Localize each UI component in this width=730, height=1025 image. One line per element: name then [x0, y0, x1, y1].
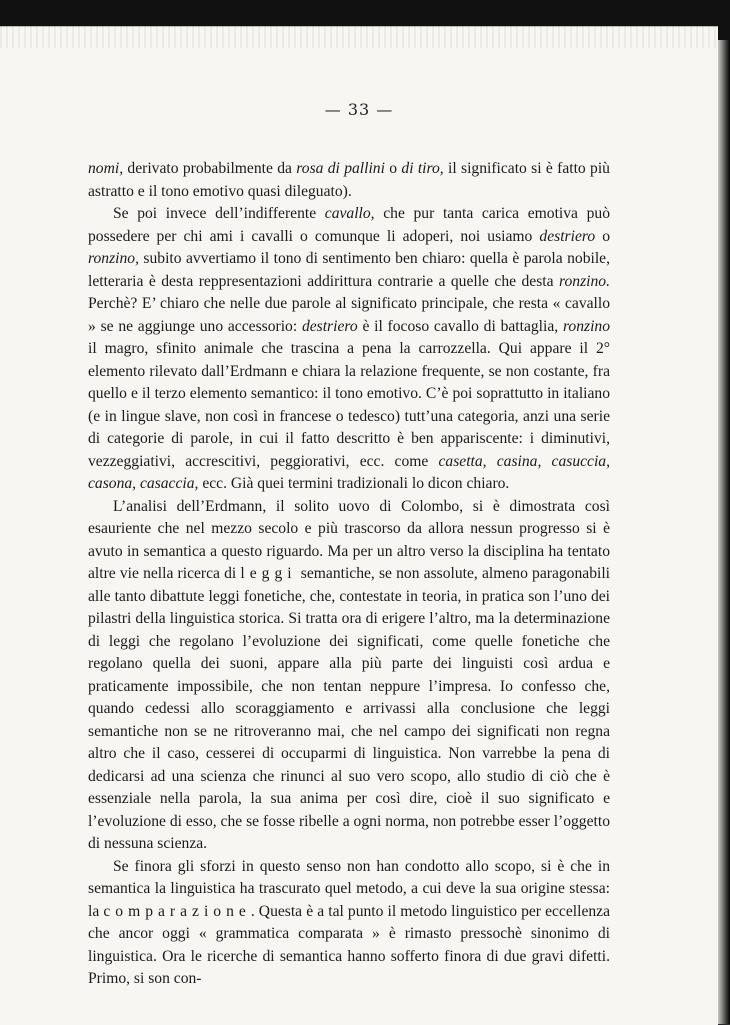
text-run: . Questa è a tal punto il metodo linguistico per eccellenza che ancor oggi « grammatica comparata » è rimasto pressochè sinonimo di linguistica. Ora le ricerche di semantica hanno sofferto finora di due gravi difetti. Primo, si son con- — [88, 902, 611, 987]
paragraph-1 — [88, 158, 610, 203]
page-edge-shadow — [718, 40, 730, 1024]
text-run: che pur tanta carica emotiva può possedere per chi ami i cavalli o comunque li adoperi, noi usiamo — [88, 205, 611, 245]
text-run: ecc. Già quei termini tradizionali lo dicon chiaro. — [198, 475, 510, 492]
text-run: o — [595, 227, 611, 245]
body-text — [88, 158, 610, 991]
text-run: semantiche, se non assolute, almeno paragonabili alle tanto dibattute leggi fonetiche, che, contestate in teoria, in pratica son l’uno dei pilastri della linguistica storica. Si tratta ora di erigere l’altro, ma la determinazione di leggi che regolano l’evoluzione dei significati, come quelle fonetiche che regolano quella dei suoni, appare alla più parte dei linguisti così ardua e praticamente impossibile, che non tentan neppure l’impresa. Io confesso che, quando cedessi allo scoraggiamento e arrivassi alla conclusione che leggi semantiche non se ne ritroveranno mai, che nel campo dei significati non regna altro che il caso, cesserei di occuparmi di linguistica. Non varrebbe la pena di dedicarsi ad una scienza che rinunci al suo vero scopo, allo studio di ciò che è essenziale nella parola, la sua anima per così dire, cioè il suo significato e l’evoluzione di esso, che se fosse ribelle a ogni norma, non potrebbe esser l’oggetto di nessuna scienza. — [88, 565, 610, 852]
text-run: il significato si è fatto più astratto e il tono emotivo quasi dileguato). — [88, 160, 610, 200]
paragraph-3 — [88, 496, 610, 856]
text-run: Se finora gli sforzi in questo senso non han condotto allo scopo, si è che in semantica la linguistica ha trascurato quel metodo, a cui deve la sua origine stessa: la — [88, 857, 610, 920]
italic-text: rosa di pallini — [296, 160, 385, 177]
italic-text: ronzino — [562, 317, 611, 335]
italic-text: nomi, — [88, 160, 124, 177]
text-run: Se poi invece dell’indifferente — [112, 205, 325, 222]
italic-text: di tiro, — [401, 160, 444, 177]
paragraph-4 — [88, 856, 610, 991]
spaced-emphasis-text: leggi — [240, 565, 297, 582]
text-run: il magro, sfinito animale che trascina a pena la carrozzella. Qui appare il 2° elemento rilevato dall’Erdmann e chiara la relazione frequente, se non costante, fra quello e il terzo elemento semantico: il tono emotivo. C’è poi soprattutto in italiano (e in lingue slave, non così in francese o tedesco) tutt’una categoria, anzi una serie di categorie di parole, in cui il fatto descritto è ben appariscente: i diminutivi, vezzeggiativi, accrescitivi, peggiorativi, ecc. come — [88, 340, 610, 470]
italic-text: casetta, casina, casuccia, casona, casaccia, — [88, 452, 610, 492]
italic-text: destriero — [301, 317, 358, 335]
text-run: Perchè? E’ chiaro che nelle due parole al significato principale, che resta « cavallo » se ne aggiunge uno accessorio: — [88, 295, 610, 335]
text-run: è il focoso cavallo di battaglia, — [357, 317, 563, 335]
italic-text: ronzino. — [559, 272, 610, 290]
text-run: o — [384, 160, 402, 177]
page-number: — 33 — — [324, 100, 394, 119]
italic-text: cavallo, — [324, 205, 375, 222]
paragraph-2 — [88, 203, 610, 496]
text-run: derivato probabilmente da — [123, 160, 297, 177]
text-run: subito avvertiamo il tono di sentimento ben chiaro: quella è parola nobile, letteraria è desta reppresentazioni addirittura contrarie a quelle che desta — [88, 250, 610, 290]
scan-noise-top — [0, 26, 718, 48]
text-run: L’analisi dell’Erdmann, il solito uovo di Colombo, si è dimostrata così esauriente che nel mezzo secolo e più trascorso da allora nessun progresso si è avuto in semantica a questo riguardo. Ma per un altro verso la disciplina ha tentato altre vie nella ricerca di — [88, 497, 610, 582]
italic-text: destriero — [539, 227, 596, 245]
spaced-emphasis-text: comparazione — [103, 902, 251, 920]
italic-text: ronzino, — [88, 250, 139, 267]
